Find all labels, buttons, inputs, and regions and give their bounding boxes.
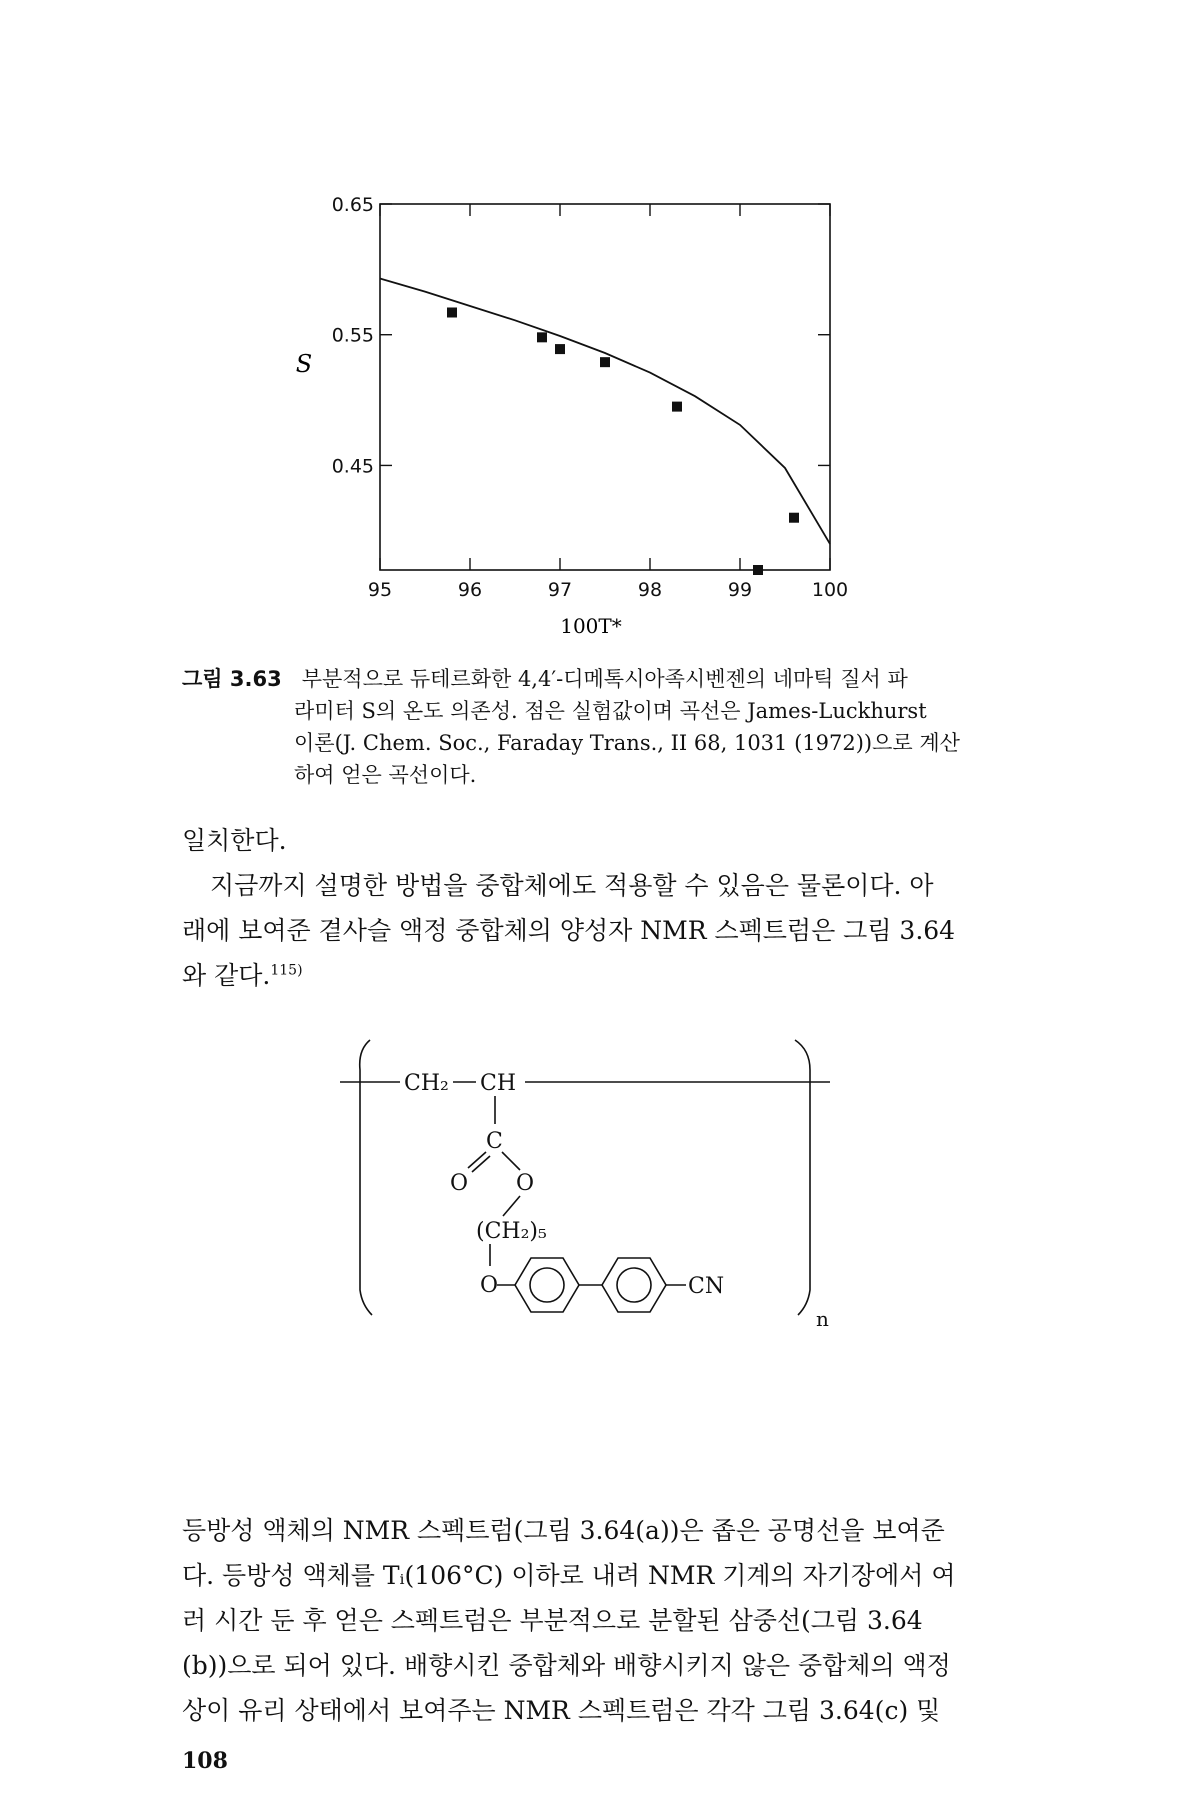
x-axis-label: 100T* (560, 614, 622, 638)
theory-curve-group (380, 279, 830, 544)
y-axis-label: S (295, 350, 313, 378)
carbonyl-oxygen: O (450, 1171, 469, 1196)
data-points-group (447, 307, 799, 575)
ether-oxygen: O (480, 1273, 499, 1298)
reference-superscript: 115) (270, 962, 303, 979)
caption-label: 그림 3.63 (182, 667, 282, 691)
p2-line-4: (b))으로 되어 있다. 배향시킨 중합체와 배향시키지 않은 중합체의 액정 (182, 1651, 951, 1680)
y-tick-label: 0.45 (331, 455, 374, 478)
ester-oxygen: O (516, 1171, 535, 1196)
theory-curve (380, 279, 830, 544)
p1-line-1: 일치한다. (182, 826, 287, 855)
order-parameter-chart (280, 190, 860, 640)
x-tick-label: 96 (457, 579, 483, 601)
data-point (600, 357, 610, 367)
page-number: 108 (182, 1748, 228, 1774)
benzene-ring-1 (515, 1258, 579, 1312)
paragraph-2 (182, 1508, 1072, 1733)
caption-line-2: 라미터 S의 온도 의존성. 점은 실험값이며 곡선은 James-Luckhurst (294, 699, 927, 723)
benzene-ring-1-circle (530, 1268, 564, 1302)
caption-line-1 (182, 663, 1072, 695)
chart-axes (332, 194, 848, 601)
caption-line-3: 이론(J. Chem. Soc., Faraday Trans., II 68, 1031 (1972))으로 계산 (294, 731, 960, 755)
c-o-double-bond-2 (472, 1156, 490, 1172)
p2-line-5: 상이 유리 상태에서 보여주는 NMR 스펙트럼은 각각 그림 3.64(c) 및 (182, 1696, 941, 1725)
data-point (672, 402, 682, 412)
caption-line-4: 하여 얻은 곡선이다. (294, 763, 477, 787)
p1-line-4 (182, 953, 1072, 998)
ch-group: CH (480, 1071, 517, 1096)
x-tick-label: 97 (547, 579, 573, 601)
benzene-ring-2 (602, 1258, 666, 1312)
nitrile-group: CN (688, 1274, 725, 1299)
figure-caption (182, 663, 1072, 791)
p2-line-1: 등방성 액체의 NMR 스펙트럼(그림 3.64(a))은 좁은 공명선을 보여준 (182, 1516, 945, 1545)
data-point (555, 344, 565, 354)
y-tick-label: 0.55 (331, 324, 374, 347)
p1-line-2: 지금까지 설명한 방법을 중합체에도 적용할 수 있음은 물론이다. 아 (210, 871, 934, 900)
ch2-group: CH₂ (404, 1071, 449, 1096)
plot-frame (380, 204, 830, 570)
data-point (447, 307, 457, 317)
p1-line-4-text: 와 같다. (182, 961, 271, 990)
repeat-subscript-n: n (816, 1307, 829, 1330)
x-tick-label: 100 (811, 579, 849, 601)
benzene-ring-2-circle (617, 1268, 651, 1302)
o-spacer-bond (503, 1196, 520, 1216)
chart-svg (280, 190, 860, 640)
p2-line-2: 다. 등방성 액체를 Tᵢ(106°C) 이하로 내려 NMR 기계의 자기장에서 여 (182, 1561, 956, 1590)
data-point (789, 513, 799, 523)
caption-text-1: 부분적으로 듀테르화한 4,4′-디메톡시아족시벤젠의 네마틱 질서 파 (301, 667, 908, 691)
data-point (537, 332, 547, 342)
paragraph-1 (182, 818, 1072, 998)
p1-line-3: 래에 보여준 곁사슬 액정 중합체의 양성자 NMR 스펙트럼은 그림 3.64 (182, 916, 956, 945)
structure-svg (340, 1030, 860, 1330)
carbonyl-carbon: C (486, 1129, 503, 1154)
spacer-group: (CH₂)₅ (476, 1219, 547, 1244)
x-tick-label: 95 (367, 579, 393, 601)
x-tick-label: 98 (637, 579, 663, 601)
p2-line-3: 러 시간 둔 후 얻은 스펙트럼은 부분적으로 분할된 삼중선(그림 3.64 (182, 1606, 923, 1635)
x-tick-label: 99 (727, 579, 753, 601)
c-o-double-bond-1 (468, 1152, 486, 1168)
polymer-structure-diagram (340, 1030, 860, 1330)
c-o-single-bond (502, 1152, 520, 1170)
data-point (753, 565, 763, 575)
y-tick-label: 0.65 (331, 194, 374, 216)
